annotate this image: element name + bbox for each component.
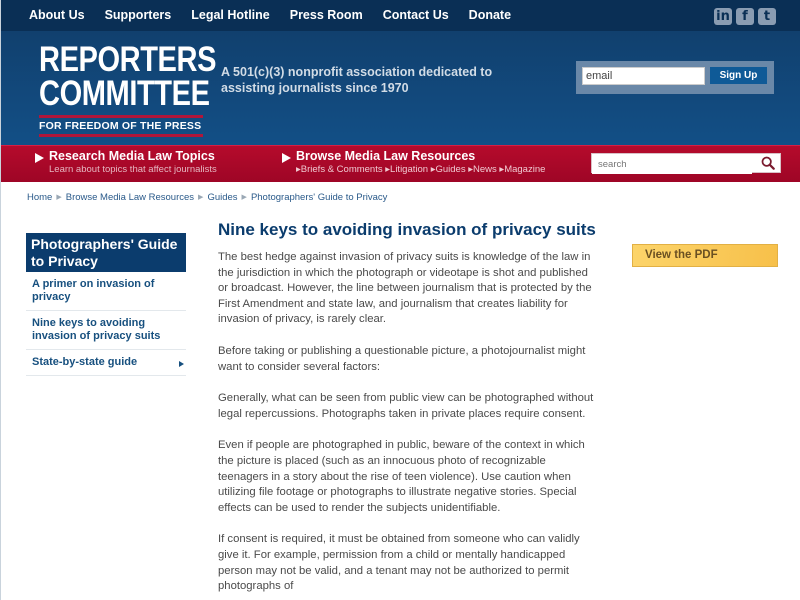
sidebar-item-primer[interactable]: A primer on invasion of privacy <box>26 272 186 311</box>
breadcrumb-separator-icon: ▶ <box>198 194 204 201</box>
sign-up-button[interactable]: Sign Up <box>710 67 767 84</box>
media-law-bar <box>1 145 800 182</box>
link-litigation[interactable]: Litigation <box>390 164 429 175</box>
expand-arrow-icon <box>179 361 184 367</box>
research-media-law-topics[interactable] <box>35 149 217 175</box>
small-arrow-icon: ▸ <box>385 164 391 175</box>
newsletter-signup <box>576 61 774 94</box>
article-paragraph: Before taking or publishing a questionable picture, a photojournalist might want to consider several factors: <box>218 344 586 373</box>
logo-reporters: REPORTERS <box>39 40 217 79</box>
site-header <box>1 31 800 145</box>
small-arrow-icon: ▸ <box>296 164 301 175</box>
play-arrow-icon <box>282 153 291 163</box>
small-arrow-icon: ▸ <box>430 164 436 175</box>
linkedin-icon[interactable]: in <box>714 8 732 25</box>
view-pdf-button[interactable]: View the PDF <box>632 244 778 267</box>
search-icon[interactable] <box>761 156 775 170</box>
link-news[interactable]: News <box>473 164 497 175</box>
site-search <box>591 153 781 173</box>
breadcrumb-separator-icon: ▶ <box>56 194 62 201</box>
breadcrumb-current[interactable]: Photographers' Guide to Privacy <box>250 192 388 203</box>
guide-sidebar <box>26 233 186 376</box>
article-paragraph: The best hedge against invasion of privacy suits is knowledge of the law in the jurisdiction in which the photograph or videotape is shot and published or broadcast. However, the line between journalism that is protected by the First Amendment and state law, and journalism that creates liability for invasion of privacy, is rarely clear. <box>218 251 592 326</box>
facebook-icon[interactable]: f <box>736 8 754 25</box>
social-links <box>714 8 776 25</box>
logo-divider <box>39 134 203 137</box>
sidebar-title[interactable]: Photographers' Guide to Privacy <box>26 233 186 272</box>
search-input[interactable] <box>592 156 752 174</box>
breadcrumb-home[interactable]: Home <box>27 192 53 203</box>
logo-subtitle: FOR FREEDOM OF THE PRESS <box>39 120 202 132</box>
sidebar-item-label: State-by-state guide <box>32 356 138 368</box>
email-input[interactable] <box>582 67 705 85</box>
breadcrumb <box>27 192 387 203</box>
article-title: Nine keys to avoiding invasion of privacy suits <box>218 220 596 239</box>
breadcrumb-separator-icon: ▶ <box>241 194 247 201</box>
article-paragraph: Even if people are photographed in public, beware of the context in which the picture is placed (such as an innocuous photo of recognizable teenagers in a story about the rise of teen violence). Use caution when utilizing file footage or photographs to illustrate negative stories. Special effects can be used to render the subjects unidentifiable. <box>218 439 585 514</box>
logo-divider <box>39 115 203 118</box>
link-magazine[interactable]: Magazine <box>504 164 546 175</box>
research-title[interactable]: Research Media Law Topics <box>49 149 215 163</box>
sidebar-item-state-by-state[interactable] <box>26 350 186 376</box>
article-paragraph: If consent is required, it must be obtained from someone who can validly give it. For example, permission from a child or mentally handicapped person may not be valid, and a tenant may not be authorized to permit photographs of <box>218 533 580 593</box>
link-briefs-comments[interactable]: Briefs & Comments <box>300 164 383 175</box>
browse-sublinks <box>296 164 545 175</box>
nav-supporters[interactable]: Supporters <box>104 8 172 22</box>
browse-media-law-resources[interactable] <box>282 149 545 175</box>
research-description: Learn about topics that affect journalists <box>49 164 217 175</box>
breadcrumb-browse[interactable]: Browse Media Law Resources <box>65 192 195 203</box>
nav-donate[interactable]: Donate <box>468 8 512 22</box>
nav-about-us[interactable]: About Us <box>29 8 85 22</box>
nav-legal-hotline[interactable]: Legal Hotline <box>191 8 270 22</box>
article-paragraph: Generally, what can be seen from public view can be photographed without legal repercussions. Photographs taken in private places require consent. <box>218 392 594 420</box>
site-logo[interactable] <box>39 40 217 137</box>
tagline: A 501(c)(3) nonprofit association dedicated to assisting journalists since 1970 <box>221 65 493 95</box>
top-navigation <box>1 0 800 31</box>
small-arrow-icon: ▸ <box>468 164 474 175</box>
link-guides[interactable]: Guides <box>435 164 466 175</box>
logo-committee: COMMITTEE <box>39 74 210 113</box>
nav-press-room[interactable]: Press Room <box>289 8 363 22</box>
nav-contact-us[interactable]: Contact Us <box>382 8 449 22</box>
article <box>218 219 596 595</box>
small-arrow-icon: ▸ <box>499 164 505 175</box>
play-arrow-icon <box>35 153 44 163</box>
sidebar-item-nine-keys[interactable]: Nine keys to avoiding invasion of privacy suits <box>26 311 186 350</box>
top-nav-links <box>29 8 531 22</box>
twitter-icon[interactable]: t <box>758 8 776 25</box>
browse-title[interactable]: Browse Media Law Resources <box>296 149 476 163</box>
breadcrumb-guides[interactable]: Guides <box>207 192 238 203</box>
